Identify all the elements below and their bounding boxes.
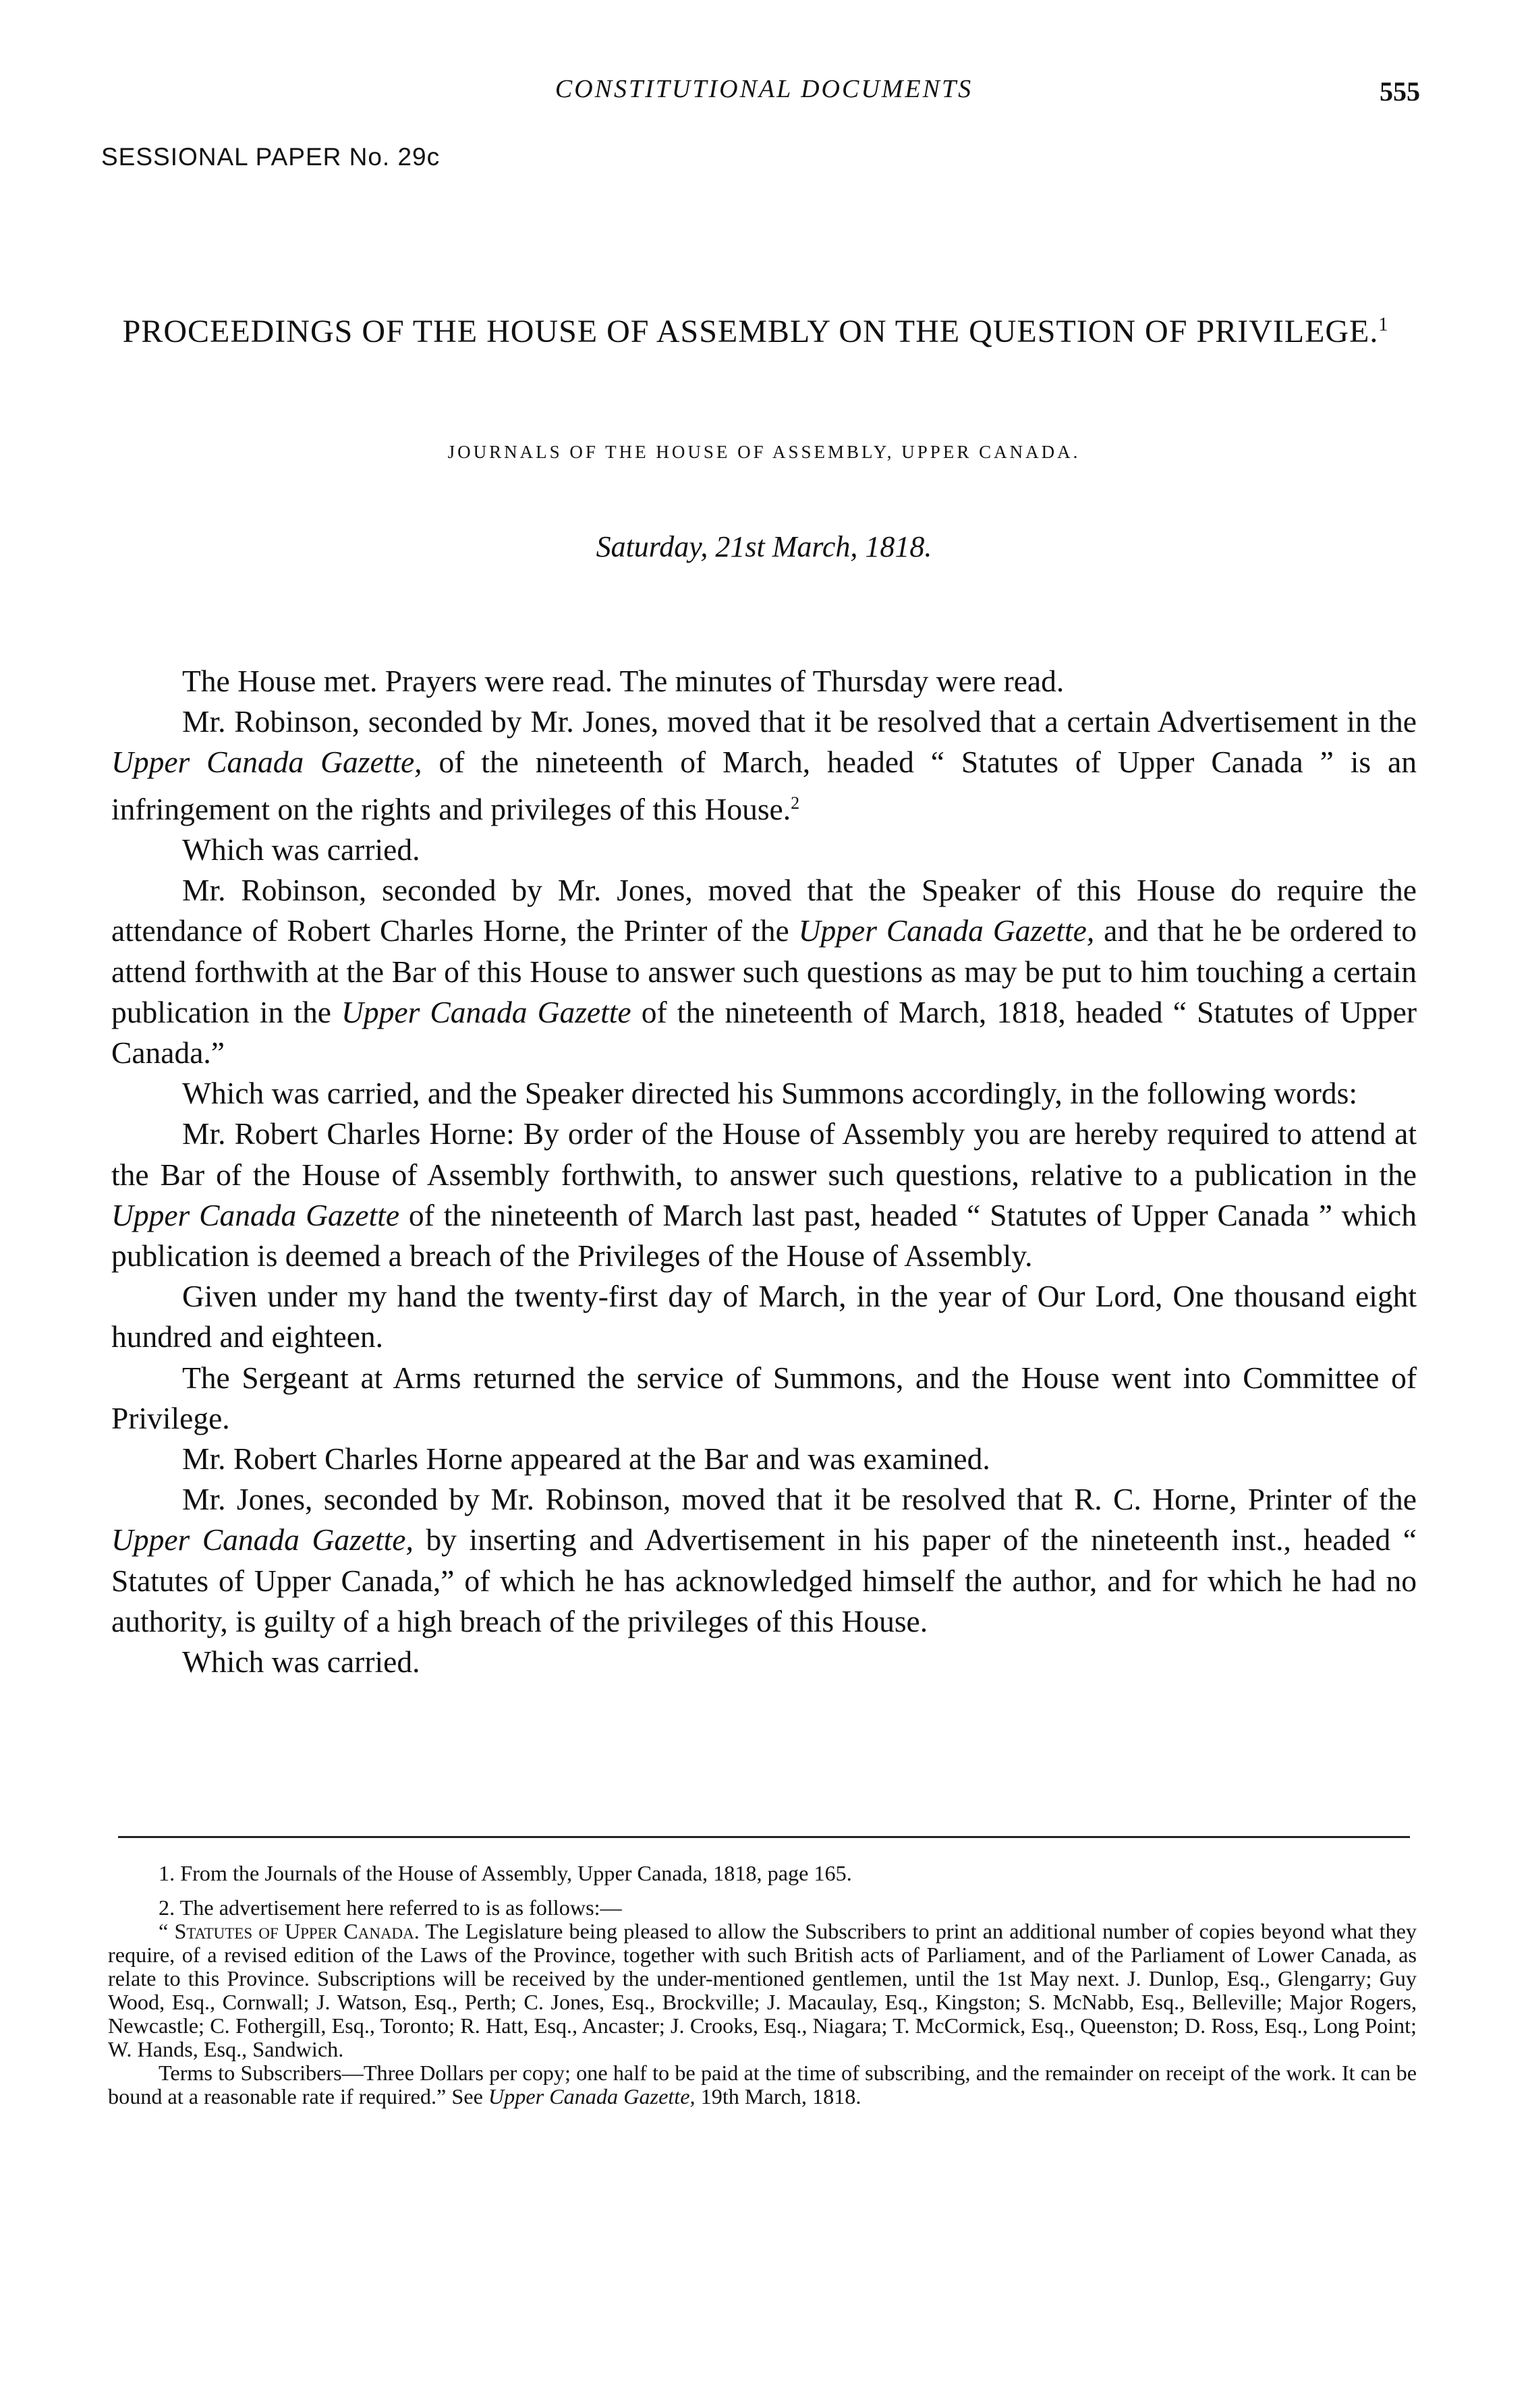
footnote-divider <box>118 1836 1410 1838</box>
paragraph: Which was carried, and the Speaker directed his Summons accordingly, in the following words: <box>182 1076 1358 1111</box>
page-number: 555 <box>1380 76 1420 107</box>
gazette-title: Upper Canada Gazette, <box>111 745 422 780</box>
paragraph: The Sergeant at Arms returned the service of Summons, and the House went into Committee of Privilege. <box>111 1360 1417 1435</box>
paragraph: Which was carried. <box>182 832 420 867</box>
document-title-text: PROCEEDINGS OF THE HOUSE OF ASSEMBLY ON THE QUESTION OF PRIVILEGE. <box>122 314 1379 349</box>
title-footnote-marker: 1 <box>1378 314 1389 335</box>
paragraph: Mr. Robert Charles Horne appeared at the Bar and was examined. <box>182 1441 990 1477</box>
paragraph: The House met. Prayers were read. The minutes of Thursday were read. <box>182 664 1065 698</box>
footnote-2-terms: Terms to Subscribers—Three Dollars per copy; one half to be paid at the time of subscribing, and the remainder on receipt of the work. It can be bound at a reasonable rate if required.” See Upper Canada Gazette, 19th March, 1818. <box>108 2061 1417 2109</box>
footnote-2: 2. The advertisement here referred to is as follows:— <box>159 1895 622 1920</box>
running-head: CONSTITUTIONAL DOCUMENTS <box>555 75 973 103</box>
paragraph: Which was carried. <box>182 1644 420 1680</box>
paragraph: Mr. Robinson, seconded by Mr. Jones, moved that the Speaker of this House do require the attendance of Robert Charles Horne, the Printer of the Upper Canada Gazette, and that he be ordered to attend forthwith at the Bar of this House to answer such questions as may be put to him touching a certain publication in the Upper Canada Gazette of the nineteenth of March, 1818, headed “ Statutes of Upper Canada.” <box>111 873 1417 1070</box>
footnote-marker: 2 <box>791 793 800 813</box>
summons-paragraph: Mr. Robert Charles Horne: By order of the House of Assembly you are hereby required to attend at the Bar of the House of Assembly forthwith, to answer such questions, relative to a publication in the Upper Canada Gazette of the nineteenth of March last past, headed “ Statutes of Upper Canada ” which publication is deemed a breach of the Privileges of the House of Assembly. <box>111 1116 1417 1273</box>
advertisement-caption: Statutes of Upper Canada. <box>174 1919 420 1943</box>
document-title <box>101 305 1410 352</box>
gazette-title: Upper Canada Gazette, <box>798 913 1095 948</box>
gazette-title: Upper Canada Gazette <box>111 1197 400 1232</box>
paragraph: Mr. Robinson, seconded by Mr. Jones, moved that it be resolved that a certain Advertisement in the Upper Canada Gazette, of the nineteenth of March, headed “ Statutes of Upper Canada ” is an infringement on the rights and privileges of this House.$^2$ <box>111 704 1417 826</box>
paragraph: Mr. Jones, seconded by Mr. Robinson, moved that it be resolved that R. C. Horne, Printer of the Upper Canada Gazette, by inserting and Advertisement in his paper of the nineteenth inst., headed “ Statutes of Upper Canada,” of which he has acknowledged himself the author, and for which he had no authority, is guilty of a high breach of the privileges of this House. <box>111 1482 1417 1638</box>
footnote-1: 1. From the Journals of the House of Assembly, Upper Canada, 1818, page 165. <box>159 1861 852 1885</box>
gazette-title: Upper Canada Gazette <box>341 994 631 1029</box>
body-text <box>111 661 1417 1682</box>
journal-subtitle: JOURNALS OF THE HOUSE OF ASSEMBLY, UPPER CANADA. <box>447 442 1081 462</box>
gazette-title: Upper Canada Gazette, <box>488 2084 696 2109</box>
gazette-title: Upper Canada Gazette, <box>111 1522 414 1557</box>
footnote-2-advertisement: “ Statutes of Upper Canada. The Legislature being pleased to allow the Subscribers to print an additional number of copies beyond what they require, of a revised edition of the Laws of the Province, together with such British acts of Parliament, and of the Parliament of Lower Canada, as relate to this Province. Subscriptions will be received by the under-mentioned gentlemen, until the 1st May next. J. Dunlop, Esq., Glengarry; Guy Wood, Esq., Cornwall; J. Watson, Esq., Perth; C. Jones, Esq., Brockville; J. Macaulay, Esq., Kingston; S. McNabb, Esq., Belleville; Major Rogers, Newcastle; C. Fothergill, Esq., Toronto; R. Hatt, Esq., Ancaster; J. Crooks, Esq., Niagara; T. McCormick, Esq., Queenston; D. Ross, Esq., Long Point; W. Hands, Esq., Sandwich. <box>108 1919 1417 2061</box>
footnotes <box>108 1862 1417 2109</box>
session-date: Saturday, 21st March, 1818. <box>596 530 932 563</box>
paragraph: Given under my hand the twenty-first day of March, in the year of Our Lord, One thousand eight hundred and eighteen. <box>111 1279 1417 1354</box>
sessional-paper-label: SESSIONAL PAPER No. 29c <box>101 143 441 171</box>
